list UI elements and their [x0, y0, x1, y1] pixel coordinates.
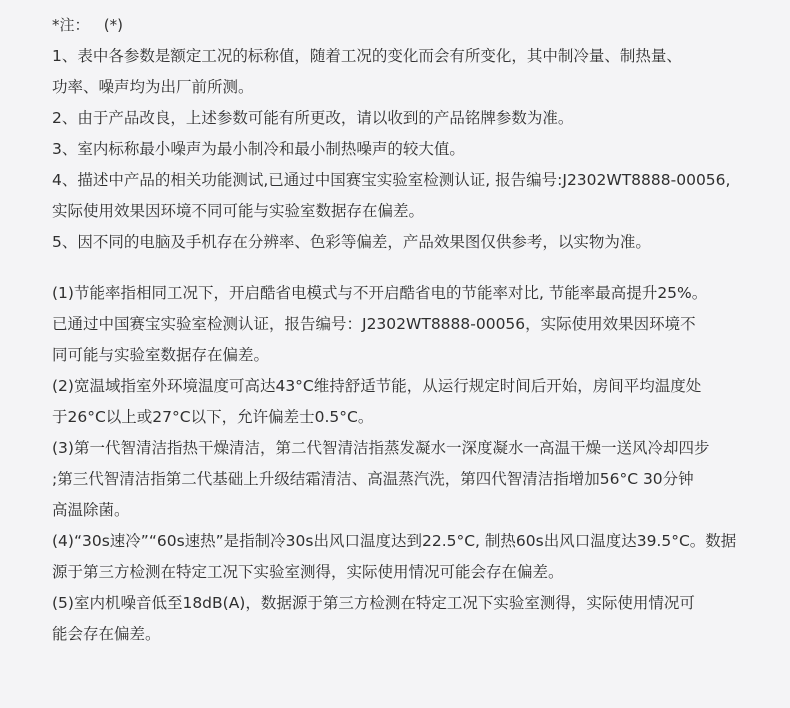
- note-line: 3、室内标称最小噪声为最小制冷和最小制热噪声的较大值。: [52, 140, 465, 158]
- footnote-line: (2)宽温域指室外环境温度可高达43°C维持舒适节能，从运行规定时间后开始，房间平均温度处: [52, 377, 702, 395]
- note-line: 4、描述中产品的相关功能测试,已通过中国赛宝实验室检测认证, 报告编号:J2302WT8888-00056,: [52, 171, 731, 189]
- footnote-line: 源于第三方检测在特定工况下实验室测得，实际使用情况可能会存在偏差。: [52, 563, 564, 581]
- footnote-line: ;第三代智清洁指第二代基础上升级结霜清洁、高温蒸汽洗，第四代智清洁指增加56°C 30分钟: [52, 470, 694, 488]
- note-line: 5、因不同的电脑及手机存在分辨率、色彩等偏差，产品效果图仅供参考，以实物为准。: [52, 233, 651, 251]
- footnote-line: 能会存在偏差。: [52, 625, 161, 643]
- footnote-line: 于26°C以上或27°C以下，允许偏差士0.5°C。: [52, 408, 374, 426]
- notes-title: *注： (*): [52, 16, 124, 34]
- note-line: 功率、噪声均为出厂前所测。: [52, 78, 254, 96]
- note-line: 2、由于产品改良，上述参数可能有所更改，请以收到的产品铭牌参数为准。: [52, 109, 574, 127]
- footnote-line: (4)“30s速冷”“60s速热”是指制冷30s出风口温度达到22.5°C, 制热60s出风口温度达39.5°C。数据: [52, 532, 737, 550]
- footnote-line: (1)节能率指相同工况下，开启酷省电模式与不开启酷省电的节能率对比, 节能率最高提升25%。: [52, 284, 708, 302]
- footnote-line: 同可能与实验室数据存在偏差。: [52, 346, 270, 364]
- note-line: 1、表中各参数是额定工况的标称值，随着工况的变化而会有所变化，其中制冷量、制热量、: [52, 47, 682, 65]
- footnote-line: (5)室内机噪音低至18dB(A)，数据源于第三方检测在特定工况下实验室测得，实际使用情况可: [52, 594, 695, 612]
- footnotes-list: [52, 278, 770, 650]
- footnote-line: 高温除菌。: [52, 501, 130, 519]
- notes-list: [52, 41, 770, 258]
- footnote-line: 已通过中国赛宝实验室检测认证，报告编号：J2302WT8888-00056，实际使用效果因环境不: [52, 315, 696, 333]
- note-line: 实际使用效果因环境不同可能与实验室数据存在偏差。: [52, 202, 425, 220]
- section-spacer: [52, 258, 770, 278]
- footnote-line: (3)第一代智清洁指热干燥清洁，第二代智清洁指蒸发凝水一深度凝水一高温干燥一送风冷却四步: [52, 439, 710, 457]
